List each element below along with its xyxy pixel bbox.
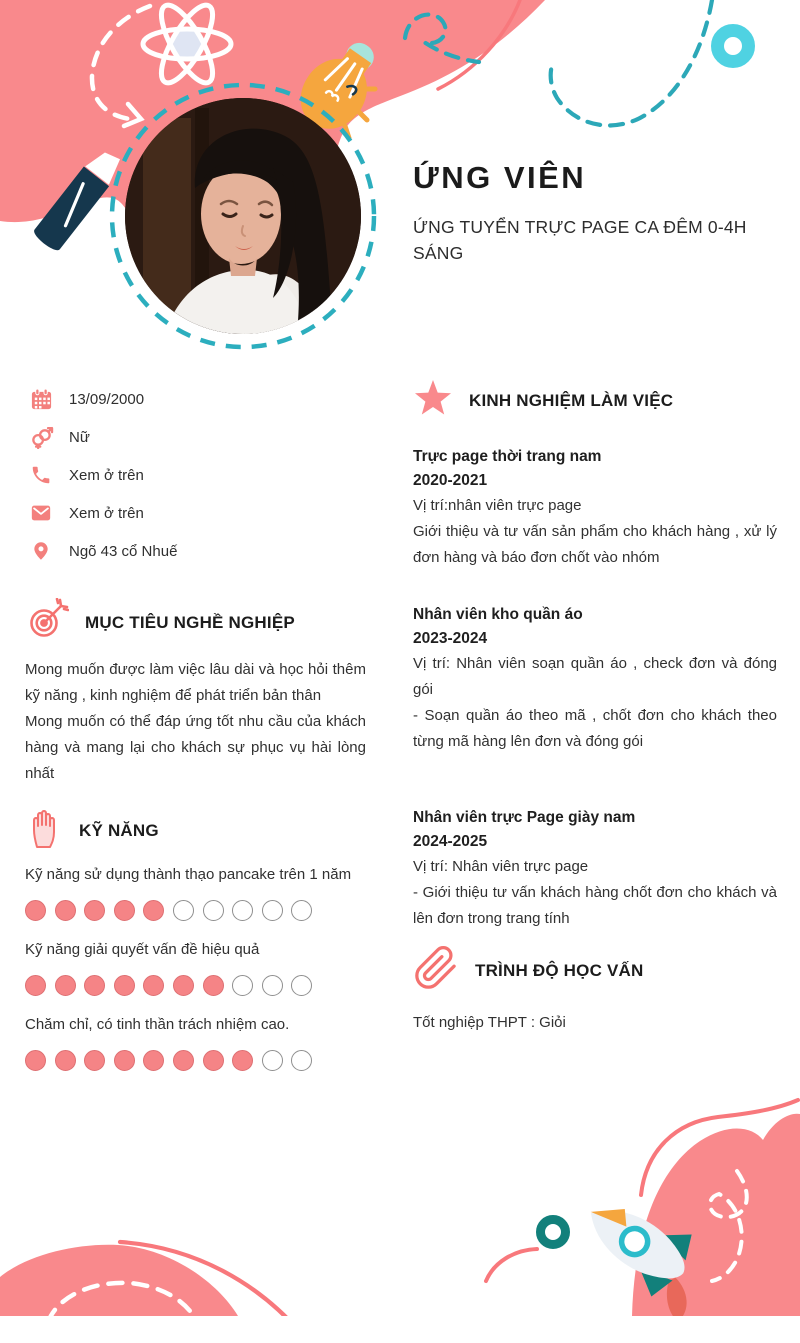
job-title: Nhân viên trực Page giày nam xyxy=(413,809,636,826)
address-value: Ngõ 43 cổ Nhuế xyxy=(69,542,178,560)
skill-dot xyxy=(55,1050,76,1071)
header xyxy=(413,158,763,266)
job-period: 2020-2021 xyxy=(413,472,488,489)
skill-dot xyxy=(143,1050,164,1071)
target-icon xyxy=(25,598,69,647)
skill-dot xyxy=(173,975,194,996)
profile-photo-frame xyxy=(112,85,374,347)
education-header xyxy=(413,945,777,996)
bottom-margin xyxy=(0,1316,800,1343)
skill-dot xyxy=(203,900,224,921)
job-period: 2024-2025 xyxy=(413,833,488,850)
hand-icon xyxy=(25,806,63,855)
skill-label: Kỹ năng giải quyết vấn đề hiệu quả xyxy=(25,941,260,958)
gender-icon xyxy=(28,426,54,449)
job-line: - Soạn quần áo theo mã , chốt đơn cho khách theo từng mã hàng lên đơn và đóng gói xyxy=(413,707,777,750)
skill-dot xyxy=(173,1050,194,1071)
skills-title: KỸ NĂNG xyxy=(79,820,159,840)
skill-dot xyxy=(143,900,164,921)
skill-dot xyxy=(25,1050,46,1071)
skill-dot xyxy=(84,975,105,996)
objective-body xyxy=(25,657,366,787)
pink-blob-bottom-right xyxy=(486,1100,800,1316)
portrait-illustration xyxy=(125,98,361,334)
experience-title: KINH NGHIỆM LÀM VIỆC xyxy=(469,390,674,410)
job-period: 2023-2024 xyxy=(413,630,488,647)
skill-dot xyxy=(84,900,105,921)
education-section xyxy=(413,945,777,1036)
skill-dot xyxy=(291,1050,312,1071)
skills-section xyxy=(25,806,366,1071)
skill-dot xyxy=(291,900,312,921)
objective-section xyxy=(25,598,366,787)
skill-dot xyxy=(114,1050,135,1071)
contact-row-birthday xyxy=(28,380,369,418)
skill-dot xyxy=(84,1050,105,1071)
skill-dot xyxy=(203,1050,224,1071)
contact-row-address xyxy=(28,532,369,570)
experience-section xyxy=(413,378,777,932)
skill-dot xyxy=(114,900,135,921)
skill-rating xyxy=(25,900,366,921)
contact-row-phone xyxy=(28,456,369,494)
skill-dot xyxy=(291,975,312,996)
skill-rating xyxy=(25,975,366,996)
candidate-name: ỨNG VIÊN xyxy=(413,160,587,195)
job-line: - Giới thiệu tư vấn khách hàng chốt đơn cho khách và lên đơn trong trang tính xyxy=(413,884,777,927)
job-line: Vị trí:nhân viên trực page xyxy=(413,497,582,514)
education-detail: Tốt nghiệp THPT : Giỏi xyxy=(413,1014,566,1031)
contact-row-gender xyxy=(28,418,369,456)
location-icon xyxy=(28,539,54,563)
objective-paragraph: Mong muốn được làm việc lâu dài và học hỏi thêm kỹ năng , kinh nghiệm để phát triển bản thân xyxy=(25,661,366,704)
objective-paragraph: Mong muốn có thể đáp ứng tốt nhu cầu của khách hàng và mang lại cho khách sự phục vụ hài lòng nhất xyxy=(25,713,366,782)
skill-dot xyxy=(203,975,224,996)
job-title: Trực page thời trang nam xyxy=(413,448,602,465)
job-entry xyxy=(413,603,777,755)
education-title: TRÌNH ĐỘ HỌC VẤN xyxy=(475,960,644,980)
skill-label: Chăm chỉ, có tinh thần trách nhiệm cao. xyxy=(25,1016,290,1033)
skill-dot xyxy=(25,975,46,996)
skills-header xyxy=(25,806,366,855)
paperclip-icon xyxy=(413,945,459,996)
job-entry xyxy=(413,445,777,571)
skill-dot xyxy=(262,900,283,921)
teal-donut xyxy=(541,1220,566,1245)
profile-photo xyxy=(125,98,361,334)
candidate-subtitle: ỨNG TUYỂN TRỰC PAGE CA ĐÊM 0-4H SÁNG xyxy=(413,217,747,263)
job-title: Nhân viên kho quần áo xyxy=(413,606,583,623)
objective-title: MỤC TIÊU NGHỀ NGHIỆP xyxy=(85,612,295,632)
job-line: Vị trí: Nhân viên trực page xyxy=(413,858,589,875)
skill-dot xyxy=(232,975,253,996)
star-icon xyxy=(413,378,453,423)
job-line: Vị trí: Nhân viên soạn quần áo , check đơn và đóng gói xyxy=(413,655,777,698)
experience-header xyxy=(413,378,777,423)
skill-dot xyxy=(232,1050,253,1071)
skill-dot xyxy=(173,900,194,921)
contact-section xyxy=(28,380,369,570)
birthday-value: 13/09/2000 xyxy=(69,390,145,408)
skill-rating xyxy=(25,1050,366,1071)
cyan-donut xyxy=(718,31,749,62)
email-icon xyxy=(28,502,54,524)
skill-dot xyxy=(55,975,76,996)
email-value: Xem ở trên xyxy=(69,504,144,522)
phone-icon xyxy=(28,464,54,486)
skill-dot xyxy=(262,975,283,996)
skill-dot xyxy=(143,975,164,996)
skill-label: Kỹ năng sử dụng thành thạo pancake trên 1 năm xyxy=(25,866,352,883)
skill-dot xyxy=(55,900,76,921)
objective-header xyxy=(25,598,366,647)
skill-dot xyxy=(232,900,253,921)
phone-value: Xem ở trên xyxy=(69,466,144,484)
skill-dot xyxy=(114,975,135,996)
job-line: Giới thiệu và tư vấn sản phẩm cho khách hàng , xử lý đơn hàng và báo đơn chốt vào nhóm xyxy=(413,523,777,566)
contact-row-email xyxy=(28,494,369,532)
job-entry xyxy=(413,806,777,932)
skill-dot xyxy=(25,900,46,921)
calendar-icon xyxy=(28,388,54,411)
gender-value: Nữ xyxy=(69,428,90,446)
skill-dot xyxy=(262,1050,283,1071)
